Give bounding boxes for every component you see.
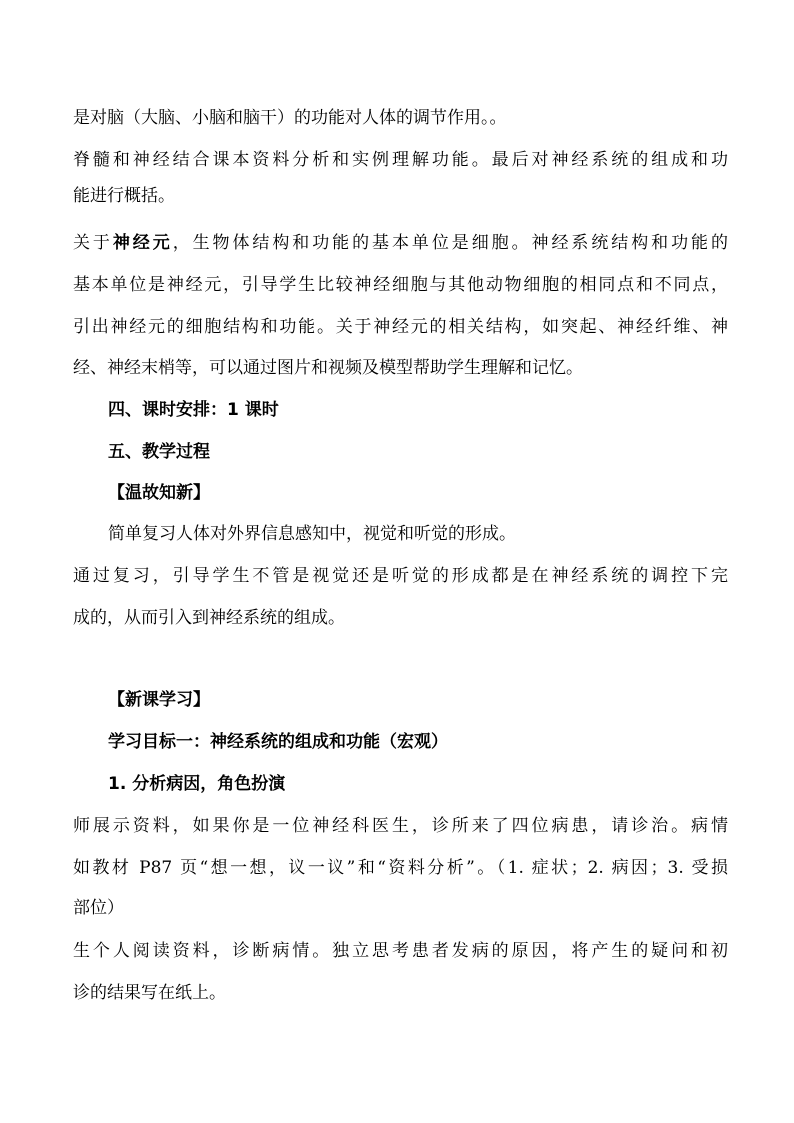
section-heading: 五、教学过程 — [108, 442, 210, 462]
paragraph-line: 能进行概括。 — [73, 186, 175, 206]
paragraph-line: 经、神经末梢等，可以通过图片和视频及模型帮助学生理解和记忆。 — [73, 358, 583, 378]
paragraph-line: 成的，从而引入到神经系统的组成。 — [73, 608, 345, 628]
subsection-heading: 学习目标一：神经系统的组成和功能（宏观） — [108, 732, 448, 752]
text-run: ，生物体结构和功能的基本单位是细胞。神经系统结构和功能的 — [172, 233, 728, 253]
subsection-heading: 【新课学习】 — [108, 690, 210, 710]
paragraph-line: 脊髓和神经结合课本资料分析和实例理解功能。最后对神经系统的组成和功 — [73, 150, 728, 170]
paragraph-line: 通过复习，引导学生不管是视觉还是听觉的形成都是在神经系统的调控下完 — [73, 566, 728, 586]
bold-term: 神经元 — [112, 233, 173, 253]
subsection-heading: 1. 分析病因，角色扮演 — [108, 774, 286, 794]
paragraph-line: 师展示资料，如果你是一位神经科医生，诊所来了四位病患，请诊治。病情 — [73, 816, 728, 836]
paragraph-line — [73, 233, 728, 253]
paragraph-line: 部位） — [73, 898, 124, 918]
paragraph-line: 如教材 P87 页“想一想，议一议”和“资料分析”。（1. 症状；2. 病因；3. 受损 — [73, 858, 728, 878]
paragraph-line: 是对脑（大脑、小脑和脑干）的功能对人体的调节作用。。 — [73, 108, 507, 128]
section-heading: 四、课时安排：1 课时 — [108, 400, 279, 420]
subsection-heading: 【温故知新】 — [108, 483, 210, 503]
paragraph-line: 简单复习人体对外界信息感知中，视觉和听觉的形成。 — [108, 524, 516, 544]
paragraph-line: 生个人阅读资料，诊断病情。独立思考患者发病的原因，将产生的疑问和初 — [73, 941, 728, 961]
paragraph-line: 基本单位是神经元，引导学生比较神经细胞与其他动物细胞的相同点和不同点， — [73, 275, 728, 295]
text-run: 关于 — [73, 233, 113, 253]
paragraph-line: 引出神经元的细胞结构和功能。关于神经元的相关结构，如突起、神经纤维、神 — [73, 317, 728, 337]
paragraph-line: 诊的结果写在纸上。 — [73, 983, 226, 1003]
